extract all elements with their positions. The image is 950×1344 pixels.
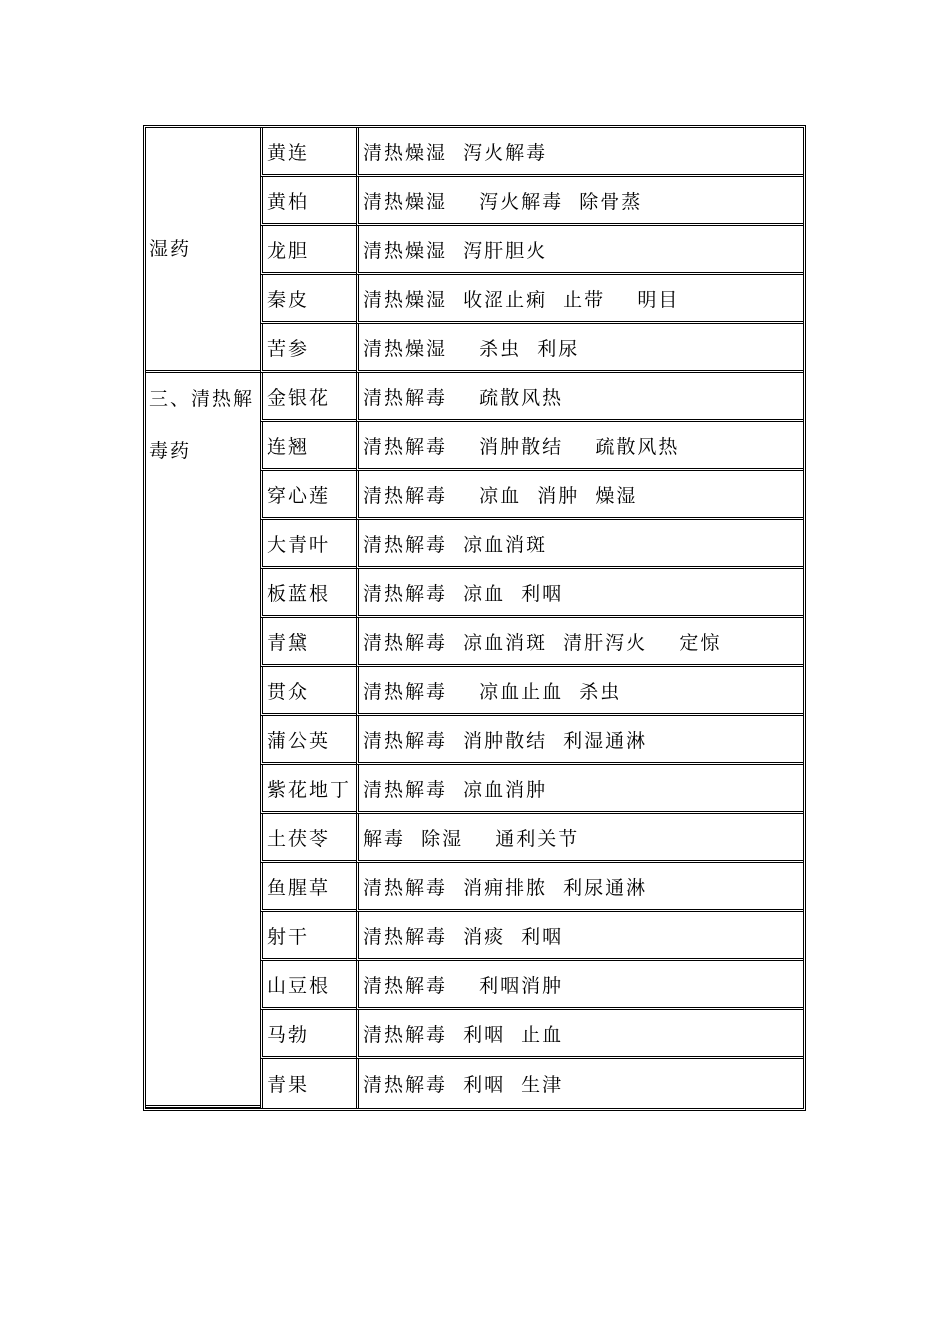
herb-effect-cell: 清热解毒 凉血 利咽 xyxy=(356,569,803,618)
herb-effect-cell: 清热解毒 消肿散结 利湿通淋 xyxy=(356,716,803,765)
herb-effect-cell: 清热燥湿 收涩止痢 止带 明目 xyxy=(356,275,803,324)
herb-name-cell: 土茯苓 xyxy=(260,814,356,863)
herb-name-cell: 大青叶 xyxy=(260,520,356,569)
herb-effect-cell: 清热解毒 消痰 利咽 xyxy=(356,912,803,961)
herb-effect-cell: 清热解毒 凉血消斑 清肝泻火 定惊 xyxy=(356,618,803,667)
category-cell: 三、清热解毒药 xyxy=(146,373,260,1108)
herb-effect-cell: 清热燥湿 泻火解毒 除骨蒸 xyxy=(356,177,803,226)
herb-name-cell: 龙胆 xyxy=(260,226,356,275)
herb-effect-cell: 清热解毒 利咽 生津 xyxy=(356,1059,803,1108)
herb-name-cell: 金银花 xyxy=(260,373,356,422)
herb-effect-cell: 清热燥湿 杀虫 利尿 xyxy=(356,324,803,373)
table-row xyxy=(146,373,803,422)
herb-name-cell: 青果 xyxy=(260,1059,356,1108)
herb-name-cell: 紫花地丁 xyxy=(260,765,356,814)
herb-name-cell: 板蓝根 xyxy=(260,569,356,618)
herb-name-cell: 青黛 xyxy=(260,618,356,667)
herb-name-cell: 穿心莲 xyxy=(260,471,356,520)
herb-effect-cell: 清热燥湿 泻火解毒 xyxy=(356,128,803,177)
herb-name-cell: 蒲公英 xyxy=(260,716,356,765)
herb-effect-cell: 清热解毒 疏散风热 xyxy=(356,373,803,422)
herb-effect-cell: 清热燥湿 泻肝胆火 xyxy=(356,226,803,275)
herb-table xyxy=(143,125,806,1111)
herb-name-cell: 黄柏 xyxy=(260,177,356,226)
herb-effect-cell: 清热解毒 消肿散结 疏散风热 xyxy=(356,422,803,471)
herb-effect-cell: 清热解毒 凉血 消肿 燥湿 xyxy=(356,471,803,520)
table-row xyxy=(146,128,803,177)
herb-effect-cell: 清热解毒 利咽 止血 xyxy=(356,1010,803,1059)
herb-effect-cell: 清热解毒 凉血止血 杀虫 xyxy=(356,667,803,716)
herb-name-cell: 马勃 xyxy=(260,1010,356,1059)
herb-name-cell: 苦参 xyxy=(260,324,356,373)
table-body xyxy=(146,128,803,1108)
herb-name-cell: 贯众 xyxy=(260,667,356,716)
herb-name-cell: 黄连 xyxy=(260,128,356,177)
herb-effect-cell: 清热解毒 凉血消斑 xyxy=(356,520,803,569)
herb-name-cell: 山豆根 xyxy=(260,961,356,1010)
herb-effect-cell: 解毒 除湿 通利关节 xyxy=(356,814,803,863)
herb-effect-cell: 清热解毒 消痈排脓 利尿通淋 xyxy=(356,863,803,912)
herb-name-cell: 鱼腥草 xyxy=(260,863,356,912)
herb-name-cell: 秦皮 xyxy=(260,275,356,324)
herb-name-cell: 射干 xyxy=(260,912,356,961)
category-cell: 湿药 xyxy=(146,128,260,373)
herb-name-cell: 连翘 xyxy=(260,422,356,471)
herb-effect-cell: 清热解毒 利咽消肿 xyxy=(356,961,803,1010)
herb-effect-cell: 清热解毒 凉血消肿 xyxy=(356,765,803,814)
